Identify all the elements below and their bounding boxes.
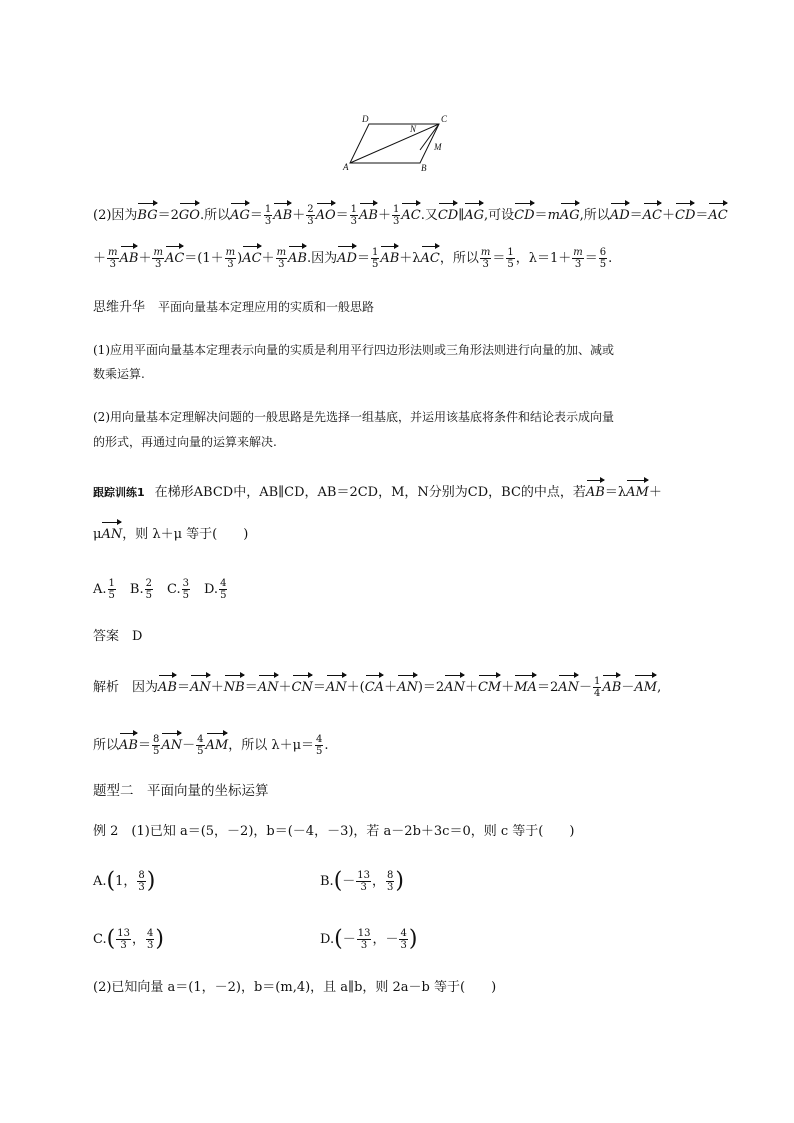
section-heading: 题型二 平面向量的坐标运算 <box>93 783 269 799</box>
example-2-option-c: C.( $\frac{13}{3}$ ， $\frac{4}{3}$ ) <box>93 926 164 952</box>
practice-question-line-2: μAN，则 λ＋μ 等于( ) <box>93 522 248 546</box>
label-B: B <box>421 163 427 173</box>
analysis-label: 解析 <box>93 680 120 695</box>
solution-2-line-1: (2)因为BG＝2GO.所以AG＝ $\frac{1}{3}$ AB＋ $\frac{2}{3}$ AO＝ $\frac{1}{3}$ AB＋ $\frac{1}{3}$ AC.又CD∥AG,可设CD＝mAG,所以AD＝AC＋CD＝AC <box>93 204 728 227</box>
summary-point-1-cont: 数乘运算. <box>93 367 145 381</box>
option-b-label: B. <box>320 874 334 889</box>
practice-options: A. $\frac{1}{5}$ B. $\frac{2}{5}$ C. $\frac{3}{5}$ D. $\frac{4}{5}$ <box>93 578 227 601</box>
practice-question-suffix: ，则 λ＋μ 等于( ) <box>122 527 249 542</box>
answer: 答案 D <box>93 629 143 644</box>
label-A: A <box>343 162 349 172</box>
example-2-question-2: (2)已知向量 a＝(1，－2)，b＝(m,4)，且 a∥b，则 2a－b 等于( ) <box>93 980 497 995</box>
example-2-question-1 <box>93 821 574 843</box>
solution-prefix: (2)因为 <box>93 208 138 223</box>
solution-2-line-2: ＋ $\frac{m}{3}$ AB＋ $\frac{m}{3}$ AC＝(1＋ $\frac{m}{3}$ )AC＋ $\frac{m}{3}$ AB.因为AD＝ $\frac{1}{5}$ AB＋λAC，所以 $\frac{m}{3}$ ＝ $\frac{1}{5}$ ，λ＝1＋ $\frac{m}{3}$ ＝ $\frac{6}{5}$ . <box>93 247 613 270</box>
summary-point-2: (2)用向量基本定理解决问题的一般思路是先选择一组基底，并运用该基底将条件和结论表示成向量 <box>93 410 615 424</box>
analysis-prefix: 因为 <box>132 680 159 695</box>
summary-title: 平面向量基本定理应用的实质和一般思路 <box>158 300 375 314</box>
label-C: C <box>441 114 448 124</box>
option-d-label: D. <box>320 932 335 947</box>
example-question-text: (1)已知 a＝(5，－2)，b＝(－4，－3)，若 a－2b＋3c＝0，则 c 等于( ) <box>131 824 575 839</box>
analysis-line-1: 解析 因为AB＝AN＋NB＝AN＋CN＝AN＋(CA＋AN)＝2AN＋CM＋MA＝2AN－ $\frac{1}{4}$ AB－AM, <box>93 676 662 699</box>
analysis-line-2: 所以AB＝ $\frac{8}{5}$ AN－ $\frac{4}{5}$ AM，所以 λ＋μ＝ $\frac{4}{5}$ . <box>93 734 329 757</box>
label-D: D <box>362 114 369 124</box>
example-2-option-b: B.(－ $\frac{13}{3}$ ， $\frac{8}{3}$ ) <box>320 868 405 894</box>
summary-point-1: (1)应用平面向量基本定理表示向量的实质是利用平行四边形法则或三角形法则进行向量的加、减或 <box>93 343 615 357</box>
parallelogram-figure <box>338 110 458 174</box>
option-c-label: C. <box>93 932 107 947</box>
example-2-option-d: D.(－ $\frac{13}{3}$ ，－ $\frac{4}{3}$ ) <box>320 926 418 952</box>
summary-point-2-cont: 的形式，再通过向量的运算来解决. <box>93 435 277 449</box>
example-label: 例 2 <box>93 824 119 839</box>
example-2-option-a: A.(1， $\frac{8}{3}$ ) <box>93 868 156 894</box>
analysis-conclusion-tail: ，所以 λ＋μ＝ <box>228 738 315 753</box>
summary-label: 思维升华 <box>93 300 146 315</box>
summary-heading <box>93 296 374 319</box>
label-M: M <box>434 142 442 152</box>
practice-question-text: 在梯形ABCD中，AB∥CD，AB＝2CD，M，N分别为CD，BC的中点，若 <box>154 485 586 500</box>
practice-tag: 跟踪训练1 <box>93 486 145 499</box>
option-a-label: A. <box>93 874 107 889</box>
label-N: N <box>410 124 417 134</box>
practice-question-line-1: 跟踪训练1 在梯形ABCD中，AB∥CD，AB＝2CD，M，N分别为CD，BC的中点，若AB＝λAM＋ <box>93 480 662 504</box>
analysis-conclusion-prefix: 所以 <box>93 738 120 753</box>
parallelogram-diagram <box>338 110 458 174</box>
